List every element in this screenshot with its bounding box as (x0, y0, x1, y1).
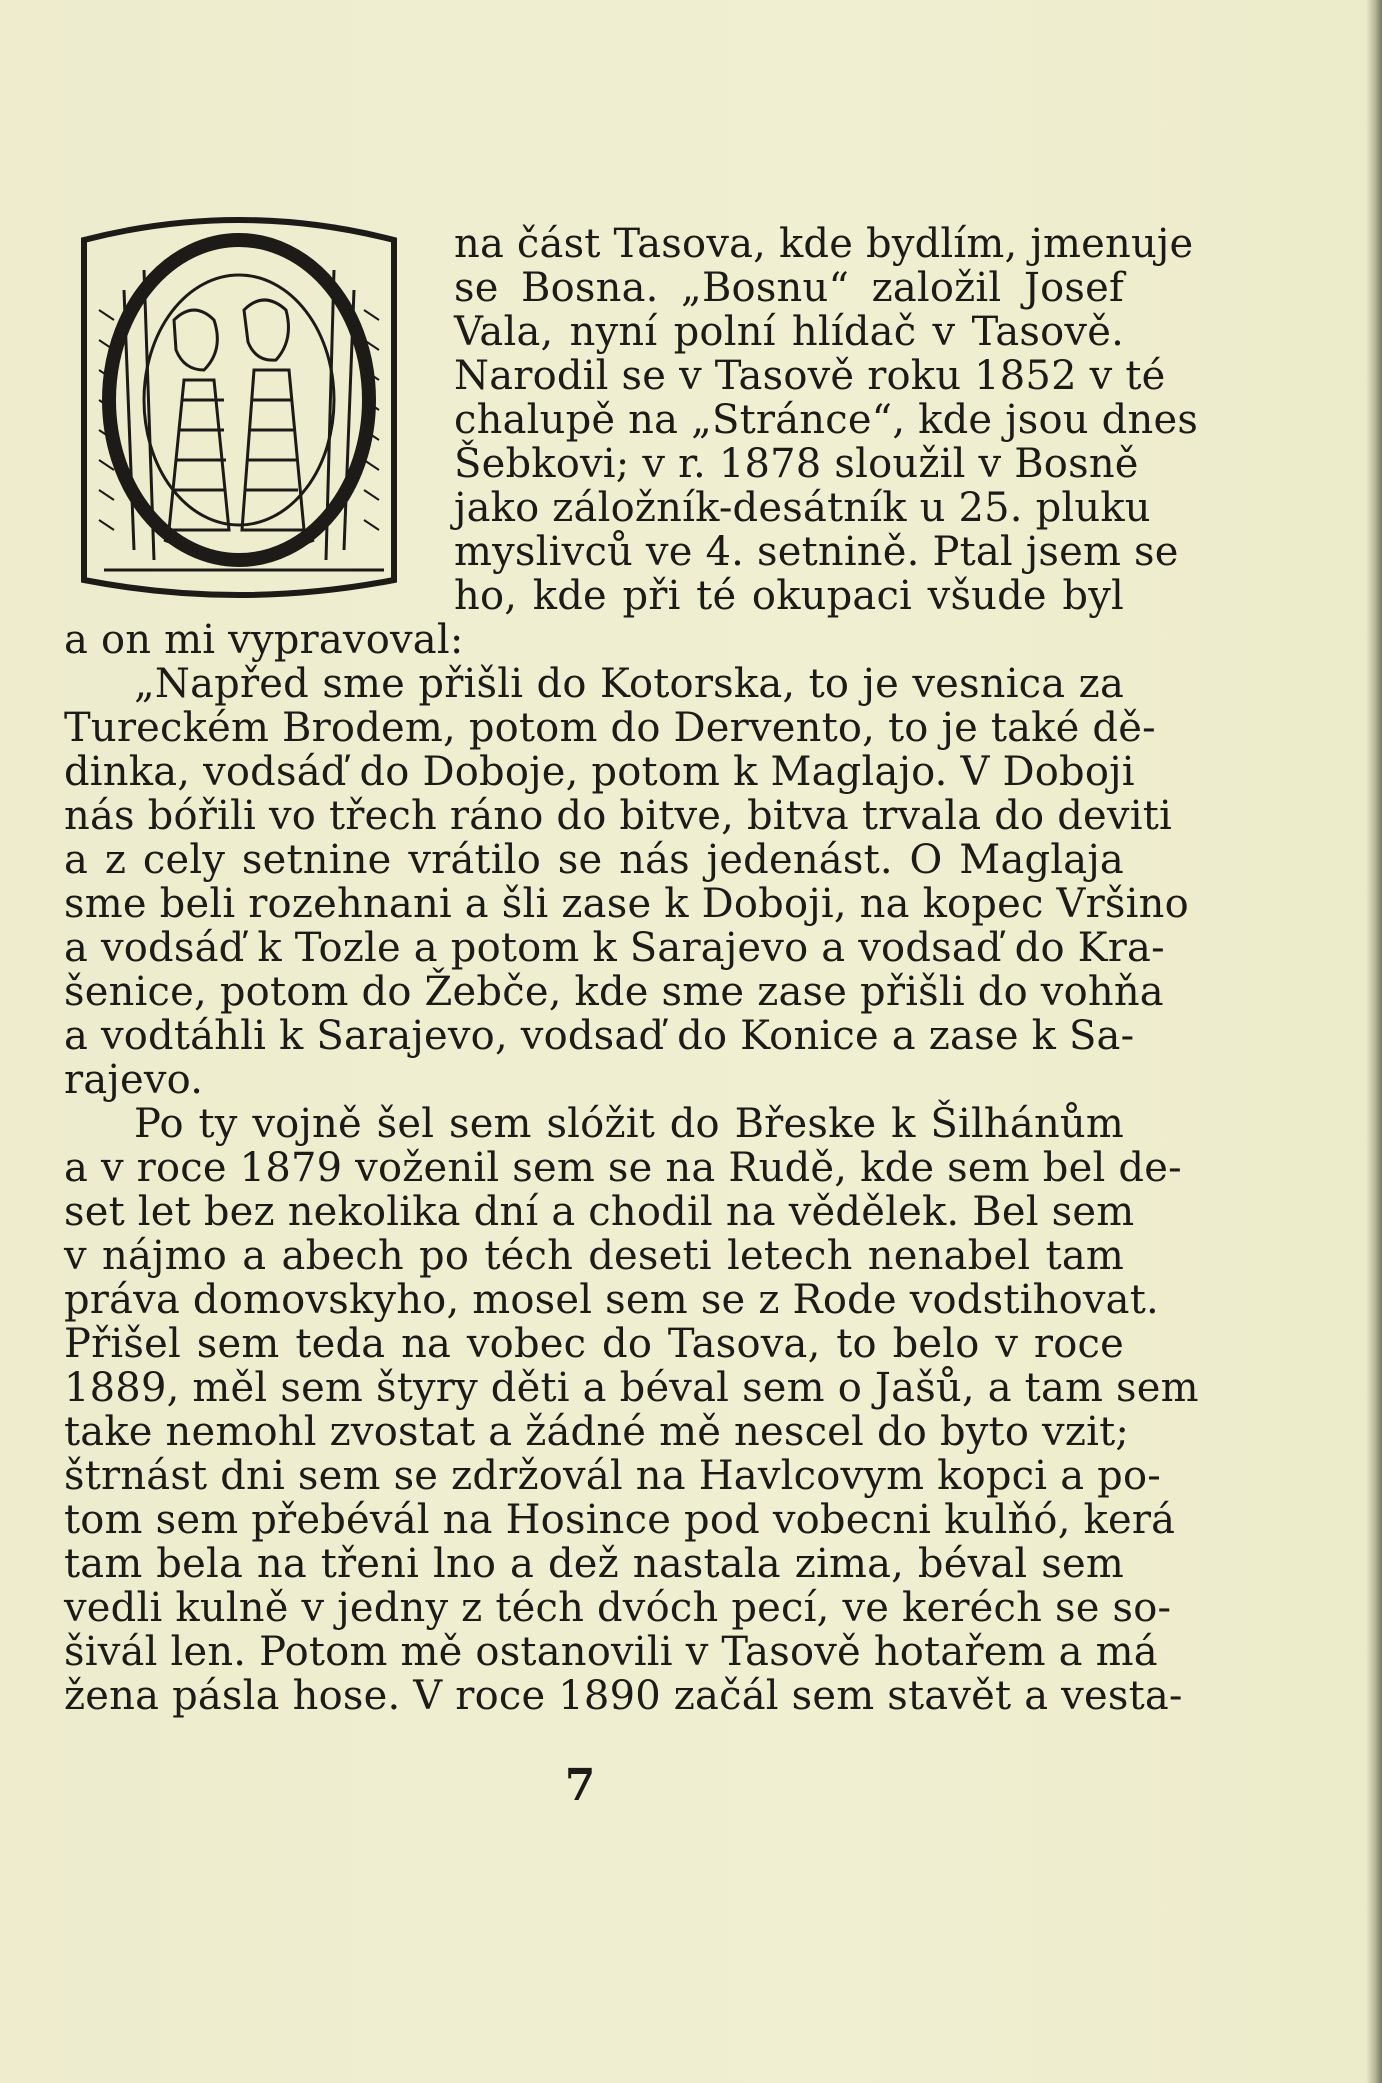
text-line: a vodtáhli k Sarajevo, vodsaď do Konice a zase k Sa- (64, 1013, 1135, 1059)
text-line: Tureckém Brodem, potom do Dervento, to je také dě- (64, 705, 1156, 751)
text-line: práva domovskyho, mosel sem se z Rode vodstihovat. (64, 1277, 1159, 1323)
page-edge-shadow (1366, 0, 1382, 2083)
text-line: a on mi vypravoval: (64, 617, 464, 663)
text-line: a vodsáď k Tozle a potom k Sarajevo a vodsaď do Kra- (64, 925, 1165, 971)
text-line: take nemohl zvostat a žádné mě nescel do byto vzit; (64, 1409, 1130, 1455)
text-line: rajevo. (64, 1057, 204, 1103)
page-number: 7 (564, 1760, 596, 1811)
text-line: a v roce 1879 voženil sem se na Rudě, kde sem bel de- (64, 1145, 1182, 1191)
text-line: štrnást dni sem se zdržovál na Havlcovym kopci a po- (64, 1453, 1161, 1499)
body-text (64, 221, 1199, 1719)
text-line: na část Tasova, kde bydlím, jmenuje (454, 221, 1194, 267)
text-line: jako záložník-desátník u 25. pluku (454, 485, 1151, 531)
text-line: sme beli rozehnani a šli zase k Doboji, na kopec Vršino (64, 881, 1189, 927)
text-line: set let bez nekolika dní a chodil na vědělek. Bel sem (64, 1189, 1135, 1235)
text-line: Vala, nyní polní hlídač v Tasově. (454, 309, 1124, 355)
text-line: Narodil se v Tasově roku 1852 v té (454, 353, 1166, 399)
text-line: ho, kde při té okupaci všude byl (454, 573, 1124, 619)
text-line: tam bela na třeni lno a dež nastala zima, béval sem (64, 1541, 1124, 1587)
text-line: 1889, měl sem štyry děti a béval sem o Jašů, a tam sem (64, 1365, 1199, 1411)
text-line: „Napřed sme přišli do Kotorska, to je vesnica za (134, 661, 1124, 707)
text-line: myslivců ve 4. setnině. Ptal jsem se (454, 529, 1179, 575)
text-line: nás bóřili vo třech ráno do bitve, bitva trvala do deviti (64, 793, 1172, 839)
text-line: dinka, vodsáď do Doboje, potom k Maglajo. V Doboji (64, 749, 1135, 795)
text-line: v nájmo a abech po téch deseti letech nenabel tam (64, 1233, 1124, 1279)
text-line: Přišel sem teda na vobec do Tasova, to belo v roce (64, 1321, 1124, 1367)
text-line: šenice, potom do Žebče, kde sme zase přišli do vohňa (64, 969, 1164, 1015)
text-line: a z cely setnine vrátilo se nás jedenást. O Maglaja (64, 837, 1124, 883)
text-line: Po ty vojně šel sem slóžit do Břeske k Šilhánům (134, 1101, 1124, 1147)
text-line: se Bosna. „Bosnu“ založil Josef (454, 265, 1124, 311)
text-line: šivál len. Potom mě ostanovili v Tasově hotařem a má (64, 1629, 1158, 1675)
text-line: Šebkovi; v r. 1878 sloužil v Bosně (454, 441, 1139, 487)
text-line: vedli kulně v jedny z téch dvóch pecí, ve keréch se so- (64, 1585, 1172, 1631)
text-line: tom sem přebévál na Hosince pod vobecni kulňó, kerá (64, 1497, 1176, 1543)
text-line: chalupě na „Stránce“, kde jsou dnes (454, 397, 1199, 443)
text-line: žena pásla hose. V roce 1890 začál sem stavět a vesta- (64, 1673, 1183, 1719)
